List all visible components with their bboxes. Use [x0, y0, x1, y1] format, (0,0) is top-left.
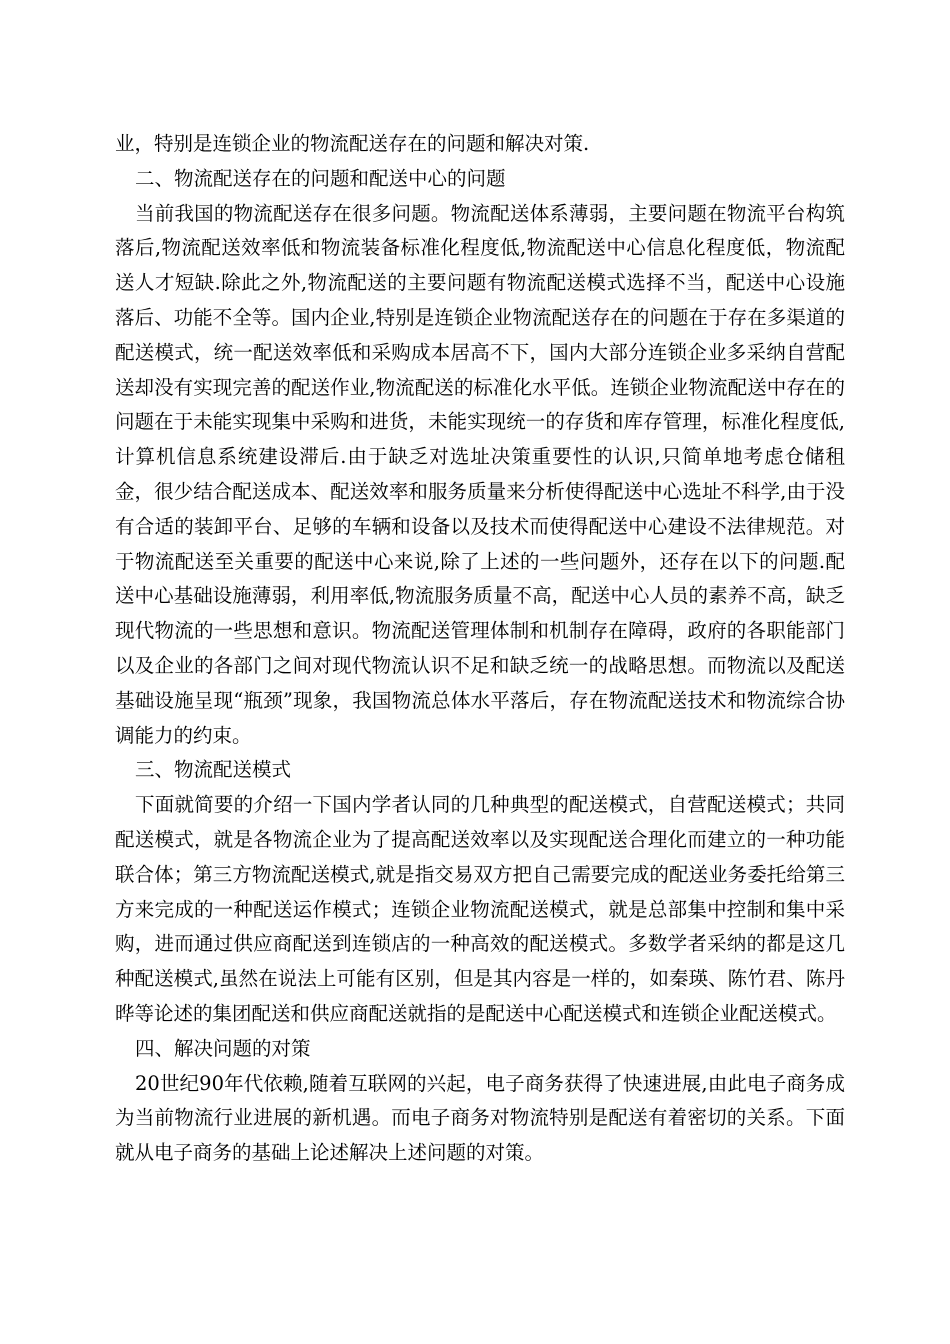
paragraph-solutions: 20世纪90年代依赖,随着互联网的兴起，电子商务获得了快速进展,由此电子商务成为当前物流行业进展的新机遇。而电子商务对物流特别是配送有着密切的关系。下面就从电子商务的基础上论述解决上述问题的对策。	[115, 1071, 845, 1165]
paragraph-continuation: 业，特别是连锁企业的物流配送存在的问题和解决对策.	[115, 132, 590, 155]
document-body	[115, 127, 845, 1171]
section-heading-4: 四、解决问题的对策	[135, 1036, 311, 1060]
section-heading-2: 二、物流配送存在的问题和配送中心的问题	[135, 166, 506, 190]
section-heading-3: 三、物流配送模式	[135, 758, 292, 782]
paragraph-models: 下面就简要的介绍一下国内学者认同的几种典型的配送模式，自营配送模式；共同配送模式，就是各物流企业为了提高配送效率以及实现配送合理化而建立的一种功能联合体；第三方物流配送模式,就是指交易双方把自己需要完成的配送业务委托给第三方来完成的一种配送运作模式；连锁企业物流配送模式，就是总部集中控制和集中采购，进而通过供应商配送到连锁店的一种高效的配送模式。多数学者采纳的都是这几种配送模式,虽然在说法上可能有区别，但是其内容是一样的，如秦瑛、陈竹君、陈丹晔等论述的集团配送和供应商配送就指的是配送中心配送模式和连锁企业配送模式。	[115, 793, 845, 1025]
paragraph-problems: 当前我国的物流配送存在很多问题。物流配送体系薄弱，主要问题在物流平台构筑落后,物流配送效率低和物流装备标准化程度低,物流配送中心信息化程度低，物流配送人才短缺.除此之外,物流配送的主要问题有物流配送模式选择不当，配送中心设施落后、功能不全等。国内企业,特别是连锁企业物流配送存在的问题在于存在多渠道的配送模式，统一配送效率低和采购成本居高不下，国内大部分连锁企业多采纳自营配送却没有实现完善的配送作业,物流配送的标准化水平低。连锁企业物流配送中存在的问题在于未能实现集中采购和进货，未能实现统一的存货和库存管理，标准化程度低,计算机信息系统建设滞后.由于缺乏对选址决策重要性的认识,只简单地考虑仓储租金，很少结合配送成本、配送效率和服务质量来分析使得配送中心选址不科学,由于没有合适的装卸平台、足够的车辆和设备以及技术而使得配送中心建设不法律规范。对于物流配送至关重要的配送中心来说,除了上述的一些问题外，还存在以下的问题.配送中心基础设施薄弱，利用率低,物流服务质量不高，配送中心人员的素养不高，缺乏现代物流的一些思想和意识。物流配送管理体制和机制存在障碍，政府的各职能部门以及企业的各部门之间对现代物流认识不足和缺乏统一的战略思想。而物流以及配送基础设施呈现“瓶颈”现象，我国物流总体水平落后，存在物流配送技术和物流综合协调能力的约束。	[115, 201, 845, 747]
